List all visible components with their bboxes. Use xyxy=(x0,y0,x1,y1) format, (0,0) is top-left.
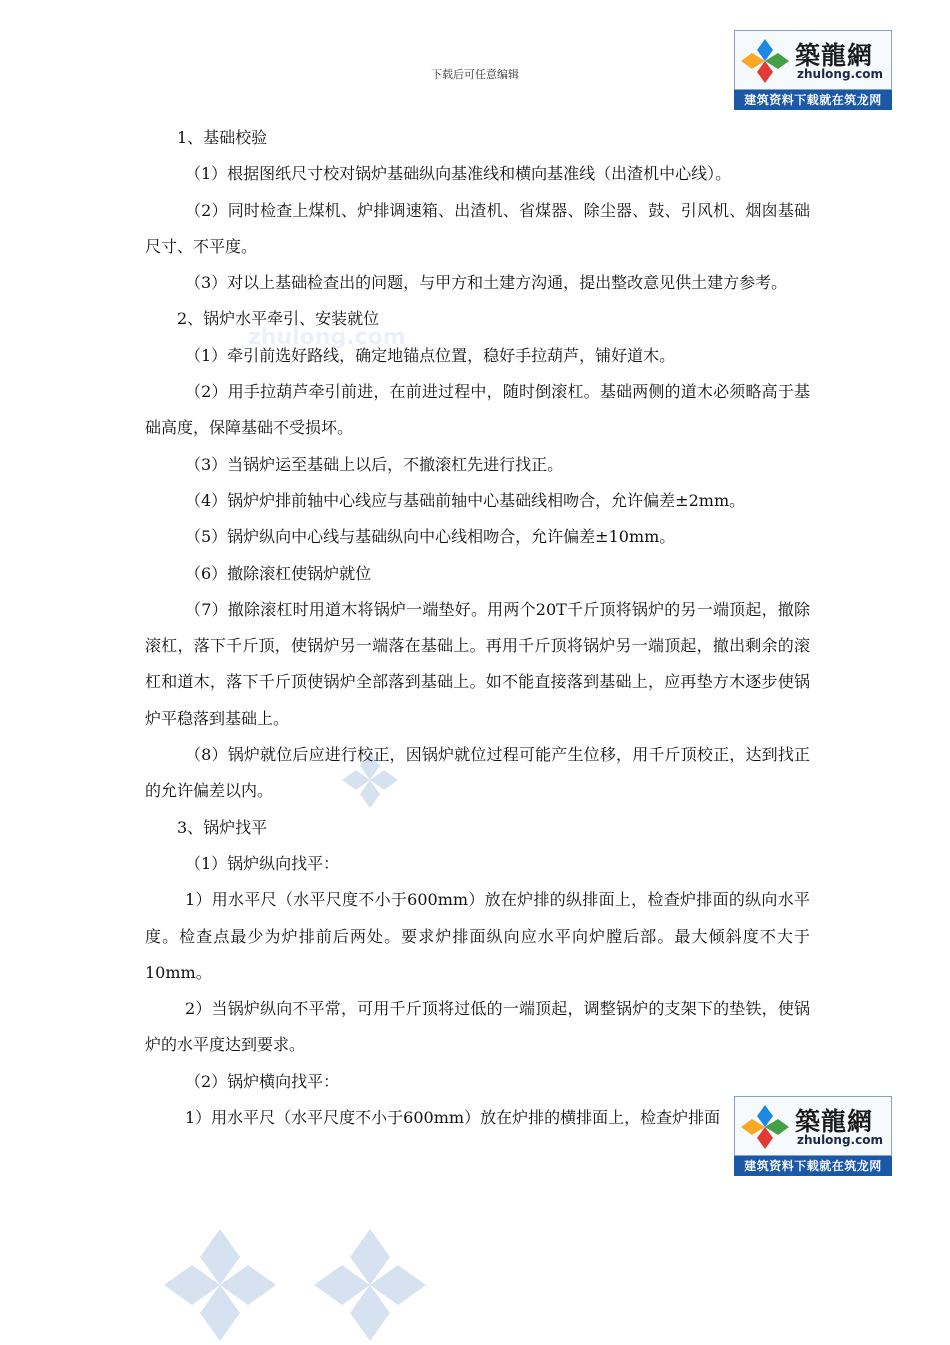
section-heading: 3、锅炉找平 xyxy=(177,817,268,837)
watermark-flower-icon xyxy=(310,1225,430,1345)
paragraph: （4）锅炉炉排前轴中心线应与基础前轴中心基础线相吻合，允许偏差±2mm。 xyxy=(185,490,746,510)
paragraph: （7）撤除滚杠时用道木将锅炉一端垫好。用两个20T千斤顶将锅炉的另一端顶起，撤除滚杠，落下千斤顶，使锅炉另一端落在基础上。再用千斤顶将锅炉另一端顶起，撤出剩余的滚杠和道木，落下千斤顶使锅炉全部落到基础上。如不能直接落到基础上，应再垫方木逐步使锅炉平稳落到基础上。 xyxy=(145,599,810,728)
logo-tagline: 建筑资料下载就在筑龙网 xyxy=(734,1156,892,1176)
paragraph: （2）锅炉横向找平： xyxy=(185,1071,340,1091)
watermark-flower-icon xyxy=(160,1225,280,1345)
paragraph: 1）用水平尺（水平尺度不小于600mm）放在炉排的纵排面上，检查炉排面的纵向水平度。检查点最少为炉排前后两处。要求炉排面纵向应水平向炉膛后部。最大倾斜度不大于10mm。 xyxy=(145,890,810,982)
paragraph: （3）对以上基础检查出的问题，与甲方和土建方沟通，提出整改意见供土建方参考。 xyxy=(185,273,788,293)
logo-box xyxy=(734,1096,892,1156)
logo-name-cn: 築龍網 xyxy=(795,41,874,70)
document-body xyxy=(145,120,810,1136)
logo-tagline: 建筑资料下载就在筑龙网 xyxy=(734,90,892,110)
logo-flower-icon xyxy=(739,37,791,85)
section-heading: 2、锅炉水平牵引、安装就位 xyxy=(177,309,380,329)
paragraph: （1）锅炉纵向找平： xyxy=(185,853,340,873)
paragraph: （1）牵引前选好路线，确定地锚点位置，稳好手拉葫芦，铺好道木。 xyxy=(185,345,676,365)
logo-name-en: zhulong.com xyxy=(797,67,883,81)
section-heading: 1、基础校验 xyxy=(177,128,268,147)
header-note: 下载后可任意编辑 xyxy=(431,68,519,81)
paragraph: （2）用手拉葫芦牵引前进，在前进过程中，随时倒滚杠。基础两侧的道木必须略高于基础高度，保障基础不受损坏。 xyxy=(145,382,810,438)
paragraph: （8）锅炉就位后应进行校正，因锅炉就位过程可能产生位移，用千斤顶校正，达到找正的允许偏差以内。 xyxy=(145,745,810,801)
logo-flower-icon xyxy=(739,1103,791,1151)
zhulong-logo-secondary[interactable] xyxy=(734,1096,892,1176)
paragraph: （6）撤除滚杠使锅炉就位 xyxy=(185,563,372,583)
paragraph: （1）根据图纸尺寸校对锅炉基础纵向基准线和横向基准线（出渣机中心线）。 xyxy=(185,164,732,184)
logo-name-en: zhulong.com xyxy=(797,1133,883,1147)
paragraph: （2）同时检查上煤机、炉排调速箱、出渣机、省煤器、除尘器、鼓、引风机、烟囱基础尺寸、不平度。 xyxy=(145,200,810,256)
paragraph: 2）当锅炉纵向不平常，可用千斤顶将过低的一端顶起，调整锅炉的支架下的垫铁，使锅炉的水平度达到要求。 xyxy=(145,999,810,1055)
paragraph: 1）用水平尺（水平尺度不小于600mm）放在炉排的横排面上，检查炉排面 xyxy=(185,1108,721,1128)
watermark-text: zhulong.com xyxy=(248,325,406,350)
logo-box xyxy=(734,30,892,90)
paragraph: （5）锅炉纵向中心线与基础纵向中心线相吻合，允许偏差±10mm。 xyxy=(185,527,676,547)
logo-name-cn: 築龍網 xyxy=(795,1107,874,1136)
zhulong-logo[interactable] xyxy=(734,30,892,110)
paragraph: （3）当锅炉运至基础上以后，不撤滚杠先进行找正。 xyxy=(185,454,564,474)
